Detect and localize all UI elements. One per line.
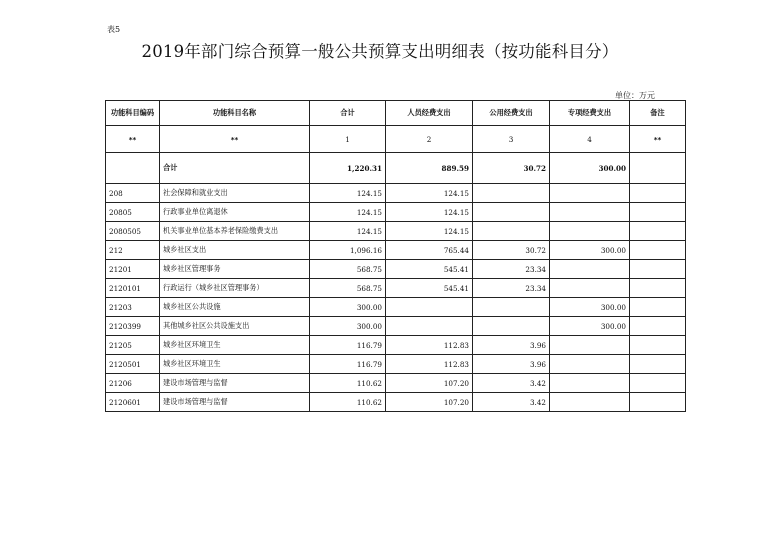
special-cell xyxy=(550,374,630,393)
sum-cell: 124.15 xyxy=(310,184,386,203)
total-remark xyxy=(630,153,686,184)
public-cell: 23.34 xyxy=(473,260,550,279)
remark-cell xyxy=(630,374,686,393)
personnel-cell xyxy=(386,298,473,317)
personnel-cell: 107.20 xyxy=(386,393,473,412)
code-cell: 208 xyxy=(106,184,160,203)
personnel-cell: 545.41 xyxy=(386,279,473,298)
personnel-cell: 112.83 xyxy=(386,336,473,355)
marker-row xyxy=(106,126,686,153)
special-cell xyxy=(550,184,630,203)
sum-cell: 116.79 xyxy=(310,355,386,374)
special-cell: 300.00 xyxy=(550,298,630,317)
remark-cell xyxy=(630,279,686,298)
table-number: 表5 xyxy=(107,25,121,34)
remark-cell xyxy=(630,203,686,222)
sum-cell: 124.15 xyxy=(310,222,386,241)
header-remark: 备注 xyxy=(630,101,686,126)
total-label: 合计 xyxy=(160,153,310,184)
sum-cell: 1,096.16 xyxy=(310,241,386,260)
code-cell: 20805 xyxy=(106,203,160,222)
name-cell: 城乡社区环境卫生 xyxy=(160,355,310,374)
public-cell: 3.42 xyxy=(473,393,550,412)
code-cell: 21201 xyxy=(106,260,160,279)
total-row xyxy=(106,153,686,184)
personnel-cell: 124.15 xyxy=(386,222,473,241)
unit-label: 单位：万元 xyxy=(615,91,655,100)
remark-cell xyxy=(630,260,686,279)
marker-cell: 1 xyxy=(310,126,386,153)
code-cell: 2120501 xyxy=(106,355,160,374)
public-cell: 30.72 xyxy=(473,241,550,260)
name-cell: 城乡社区支出 xyxy=(160,241,310,260)
header-special: 专项经费支出 xyxy=(550,101,630,126)
header-row xyxy=(106,101,686,126)
special-cell: 300.00 xyxy=(550,317,630,336)
table-row xyxy=(106,279,686,298)
table-row xyxy=(106,355,686,374)
special-cell xyxy=(550,222,630,241)
budget-table xyxy=(105,100,686,412)
remark-cell xyxy=(630,241,686,260)
sum-cell: 300.00 xyxy=(310,317,386,336)
personnel-cell: 545.41 xyxy=(386,260,473,279)
table-row xyxy=(106,241,686,260)
special-cell xyxy=(550,203,630,222)
marker-cell: ** xyxy=(106,126,160,153)
personnel-cell xyxy=(386,317,473,336)
header-sum: 合计 xyxy=(310,101,386,126)
marker-cell: ** xyxy=(160,126,310,153)
sum-cell: 110.62 xyxy=(310,374,386,393)
personnel-cell: 112.83 xyxy=(386,355,473,374)
table-row xyxy=(106,298,686,317)
personnel-cell: 124.15 xyxy=(386,184,473,203)
marker-cell: 2 xyxy=(386,126,473,153)
header-code: 功能科目编码 xyxy=(106,101,160,126)
code-cell: 21203 xyxy=(106,298,160,317)
remark-cell xyxy=(630,317,686,336)
name-cell: 建设市场管理与监督 xyxy=(160,374,310,393)
sum-cell: 124.15 xyxy=(310,203,386,222)
name-cell: 其他城乡社区公共设施支出 xyxy=(160,317,310,336)
table-row xyxy=(106,393,686,412)
sum-cell: 568.75 xyxy=(310,279,386,298)
public-cell: 3.96 xyxy=(473,355,550,374)
code-cell: 21205 xyxy=(106,336,160,355)
special-cell: 300.00 xyxy=(550,241,630,260)
marker-cell: 4 xyxy=(550,126,630,153)
header-public: 公用经费支出 xyxy=(473,101,550,126)
remark-cell xyxy=(630,393,686,412)
table-row xyxy=(106,260,686,279)
name-cell: 行政事业单位离退休 xyxy=(160,203,310,222)
total-sum: 1,220.31 xyxy=(310,153,386,184)
table-row xyxy=(106,184,686,203)
personnel-cell: 107.20 xyxy=(386,374,473,393)
remark-cell xyxy=(630,355,686,374)
public-cell: 3.96 xyxy=(473,336,550,355)
special-cell xyxy=(550,355,630,374)
name-cell: 社会保障和就业支出 xyxy=(160,184,310,203)
name-cell: 建设市场管理与监督 xyxy=(160,393,310,412)
total-code-cell xyxy=(106,153,160,184)
total-special: 300.00 xyxy=(550,153,630,184)
table-row xyxy=(106,317,686,336)
table-row xyxy=(106,222,686,241)
name-cell: 行政运行（城乡社区管理事务） xyxy=(160,279,310,298)
header-name: 功能科目名称 xyxy=(160,101,310,126)
personnel-cell: 765.44 xyxy=(386,241,473,260)
remark-cell xyxy=(630,298,686,317)
sum-cell: 110.62 xyxy=(310,393,386,412)
table-row xyxy=(106,374,686,393)
sum-cell: 300.00 xyxy=(310,298,386,317)
name-cell: 机关事业单位基本养老保险缴费支出 xyxy=(160,222,310,241)
data-rows xyxy=(106,184,686,412)
sum-cell: 568.75 xyxy=(310,260,386,279)
total-personnel: 889.59 xyxy=(386,153,473,184)
name-cell: 城乡社区管理事务 xyxy=(160,260,310,279)
special-cell xyxy=(550,279,630,298)
marker-cell: 3 xyxy=(473,126,550,153)
code-cell: 2080505 xyxy=(106,222,160,241)
remark-cell xyxy=(630,336,686,355)
header-personnel: 人员经费支出 xyxy=(386,101,473,126)
remark-cell xyxy=(630,222,686,241)
public-cell xyxy=(473,184,550,203)
table-row xyxy=(106,203,686,222)
personnel-cell: 124.15 xyxy=(386,203,473,222)
remark-cell xyxy=(630,184,686,203)
code-cell: 2120601 xyxy=(106,393,160,412)
special-cell xyxy=(550,393,630,412)
public-cell: 23.34 xyxy=(473,279,550,298)
code-cell: 21206 xyxy=(106,374,160,393)
name-cell: 城乡社区环境卫生 xyxy=(160,336,310,355)
sum-cell: 116.79 xyxy=(310,336,386,355)
special-cell xyxy=(550,260,630,279)
name-cell: 城乡社区公共设施 xyxy=(160,298,310,317)
page-title: 2019年部门综合预算一般公共预算支出明细表（按功能科目分） xyxy=(141,42,619,61)
code-cell: 2120101 xyxy=(106,279,160,298)
public-cell xyxy=(473,222,550,241)
table-row xyxy=(106,336,686,355)
public-cell: 3.42 xyxy=(473,374,550,393)
special-cell xyxy=(550,336,630,355)
total-public: 30.72 xyxy=(473,153,550,184)
code-cell: 212 xyxy=(106,241,160,260)
marker-cell: ** xyxy=(630,126,686,153)
public-cell xyxy=(473,317,550,336)
public-cell xyxy=(473,298,550,317)
public-cell xyxy=(473,203,550,222)
code-cell: 2120399 xyxy=(106,317,160,336)
